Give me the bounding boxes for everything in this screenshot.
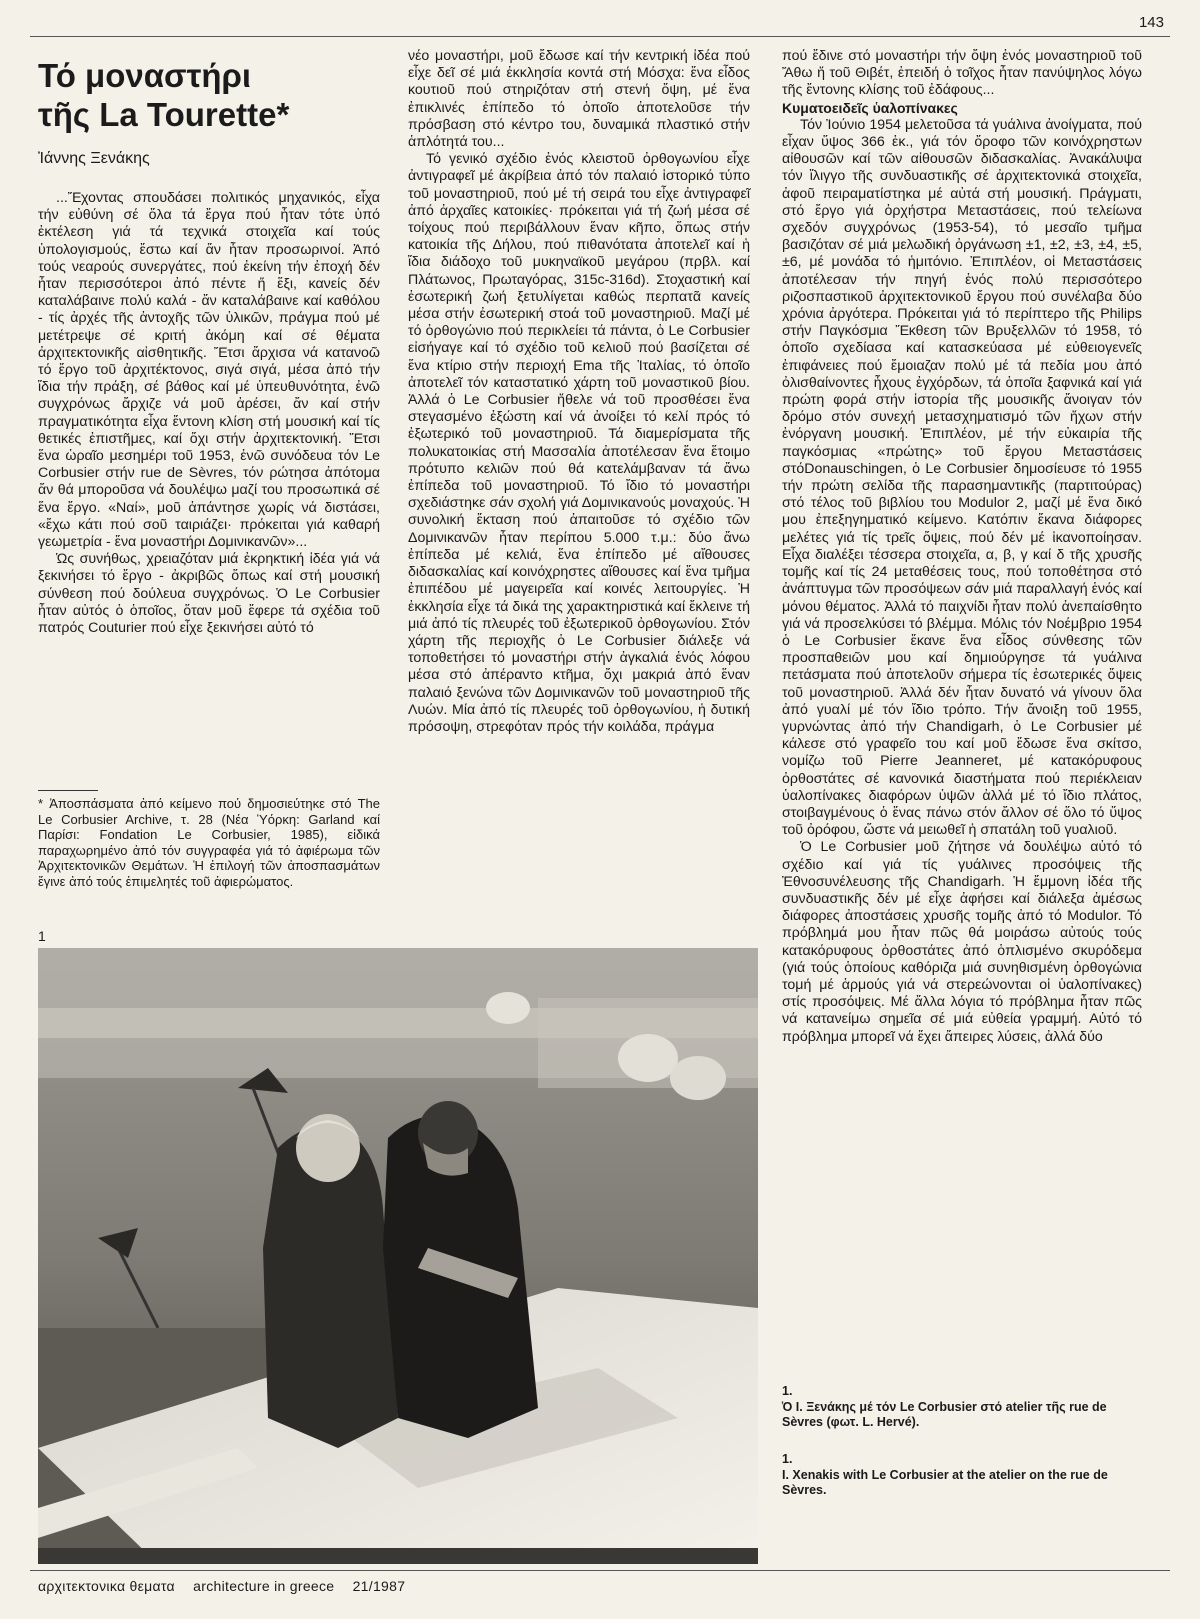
paragraph: ...Ἔχοντας σπουδάσει πολιτικός μηχανικός, εἶχα τήν εὐθύνη σέ ὅλα τά ἔργα πού ἦταν τότε ὑπό ἐκτέλεση γιά τά τεχνικά στοιχεῖα καί τούς ὑπολογισμούς, ἔστω καί ἄν ἦταν προσωρινοί. Ἀπό τούς νεαρούς συνεργάτες, πού ἐκείνη τήν ἐποχή δέν ἦταν περισσότεροι ἀπό πέντε ἤ ἕξι, κανείς δέν καταλάβαινε πολύ καλά - ἄν καταλάβαινε καί καθόλου - τίς ἀρχές τῆς ἀντοχῆς τῶν ὑλικῶν, πράγμα πού μέ μετέτρεψε σέ κριτή ἀκόμη καί σέ θέματα ἀρχιτεκτονικῆς αἰσθητικῆς. Ἔτσι ἄρχισα νά κατανοῶ τό ἔργο τοῦ ἀρχιτέκτονος, σιγά σιγά, μέσα ἀπό τήν ἴδια τήν πράξη, σέ βάθος καί μέ ὑπευθυνότητα, ἐνῶ συγχρόνως ἄρχιζε νά μοῦ ἀρέσει, ἄν καί στήν πραγματικότητα εἶχα ἔντονη κλίση στή μουσική καί τίς θετικές ἐπιστῆμες, καί ὄχι στήν ἀρχιτεκτονική. Ἔτσι ἕνα ὡραῖο μεσημέρι τοῦ 1953, ἐνῶ συνόδευα τόν Le Corbusier στήν rue de Sèvres, τόν ρώτησα ἀπότομα ἄν θά μποροῦσα νά δουλέψω μαζί του προσωπικά σέ ἕνα ἔργο. «Ναί», μοῦ ἀπάντησε χωρίς νά διστάσει, «ἔχω κάτι πού σοῦ ταιριάζει· πρόκειται γιά καθαρή γεωμετρία - ἕνα μοναστήρι Δομινικανῶν»... [38, 190, 380, 551]
paragraph: Τόν Ἰούνιο 1954 μελετοῦσα τά γυάλινα ἀνοίγματα, πού εἶχαν ὕψος 366 ἑκ., γιά τόν ὄροφο τῶν κοινόχρηστων αἰθουσῶν καί τῶν αἰθουσῶν διδασκαλίας. Ἀνακάλυψα τόν ἴλιγγο τῆς συνδυαστικῆς σέ ἀρχιτεκτονικά στοιχεῖα, ἀφοῦ πειραματίστηκα μέ αὐτά στή μουσική. Πράγματι, στό ἔργο γιά ὀρχήστρα Μεταστάσεις, πού τελείωνα σχεδόν συγχρόνως (1953-54), τό μεσαῖο τμῆμα βασιζόταν σέ μιά μελωδική ὀργάνωση ±1, ±2, ±3, ±4, ±5, ±6, μέ μονάδα τό ἡμιτόνιο. Ἐπιπλέον, οἱ Μεταστάσεις ἀποτέλεσαν τήν πηγή ἑνός πολύ περισσότερο ριζοσπαστικοῦ ἀρχιτεκτονικοῦ ἔργου πού συνέλαβα δύο χρόνια ἀργότερα. Πρόκειται γιά τό περίπτερο τῆς Philips στήν Παγκόσμια Ἔκθεση τῶν Βρυξελλῶν τό 1958, τό ὁποῖο σχεδίασα καί κατασκεύασα μέ εὐθειογενεῖς ἐπιφάνειες πού ἔμοιαζαν πολύ μέ τά πεδία μου ἀπό ὀλισθαίνοντες ἦχους ἐγχόρδων, τά ὁποῖα ξαφνικά καί γιά πρώτη φορά στήν ἱστορία τῆς μουσικῆς ἄνοιγαν τόν δρόμο στόν συνεχή μετασχηματισμό τῶν ἤχων στήν ἐνόργανη μουσική. Ἐπιπλέον, μέ τήν εὐκαιρία τῆς παγκόσμιας «πρώτης» τοῦ ἔργου Μεταστάσεις στόDonauschingen, ὁ Le Corbusier δημοσίευσε τό 1955 τήν πρώτη σελίδα τῆς παρασημαντικῆς (παρτιτούρας) στό τέλος τοῦ βιβλίου του Modulor 2, μαζί μέ ἕνα δικό μου ἐπεξηγηματικό κείμενο. Κατόπιν ἔκανα διάφορες μελέτες γιά τίς τρεῖς ὄψεις, πού δέν μέ ἱκανοποίησαν. Εἶχα διαλέξει τέσσερα στοιχεῖα, α, β, γ καί δ τῆς χρυσῆς τομῆς καί τίς 24 μεταθέσεις τους, πού τοποθέτησα στό ἀνάπτυγμα τῶν προσόψεων σάν μιά παραλλαγή ἑνός καί μόνου θέματος. Ἀλλά τό παιχνίδι ἦταν πολύ ἀνεπαίσθητο γιά νά προσελκύσει τό βλέμμα. Μόλις τόν Νοέμβριο 1954 ὁ Le Corbusier ἔκανε ἕνα εἶδος σύνθεσης τῶν προσπαθειῶν μου καί δημιούργησε τά γυάλινα πετάσματα πού ἀποτελοῦν σήμερα τίς ἐσωτερικές ὄψεις τοῦ μοναστηριοῦ. Ἀλλά δέν ἦταν δυνατό νά γίνουν ὅλα ἀπό γυαλί μέ τόν ἴδιο τρόπο. Τήν ἄνοιξη τοῦ 1955, γυρνώντας ἀπό τήν Chandigarh, ὁ Le Corbusier μέ κάλεσε στό γραφεῖο του καί μοῦ ἔδωσε ἕνα σκίτσο, νομίζω τοῦ Pierre Jeanneret, μέ κατακόρυφους ὀρθοστάτες σέ κανονικά διαστήματα πού περιέκλειαν ὑαλοπίνακες διαφόρων ὑψῶν ἀλλά μέ τό ἴδιο πλάτος, στοιβαγμένους ὁ ἕνας πάνω στόν ἄλλον σέ ὅλο τό ὕψος τοῦ ὀρόφου, ὥστε νά μειωθεῖ ἡ σπατάλη τοῦ γυαλιοῦ. [782, 116, 1142, 839]
footer-issue: 21/1987 [352, 1578, 406, 1594]
caption-text: Ὁ Ι. Ξενάκης μέ τόν Le Corbusier στό atelier τῆς rue de Sèvres (φωτ. L. Hervé). [782, 1399, 1107, 1429]
figure-number: 1 [38, 928, 46, 944]
footnote: * Ἀποσπάσματα ἀπό κείμενο πού δημοσιεύτηκε στό The Le Corbusier Archive, τ. 28 (Νέα Ὑόρκη: Garland καί Παρίσι: Fondation Le Corbusier, 1985), εἰδικά παραχωρημένο ἀπό τόν συγγραφέα γιά τό ἀφιέρωμα τῶν Ἀρχιτεκτονικῶν Θεμάτων. Ἡ ἐπιλογή τῶν ἀποσπασμάτων ἔγινε ἀπό τούς ἐπιμελητές τοῦ ἀφιερώματος. [38, 796, 380, 889]
photo [38, 948, 758, 1564]
paragraph: νέο μοναστήρι, μοῦ ἔδωσε καί τήν κεντρική ἰδέα πού εἶχε δεῖ σέ μιά ἐκκλησία κοντά στή Μόσχα: ἕνα εἶδος κουτιοῦ πού στηριζόταν στή στενή ὄψη, μέ ἕνα ἐπικλινές ἐπίπεδο τό ὁποῖο ἀποτελοῦσε τήν πρόσβαση στό κέντρο του, δυναμικά πλαστικό στήν ἁπλότητά του... [408, 48, 750, 151]
caption-number: 1. [782, 1384, 793, 1398]
title-line-2: τῆς La Tourette* [38, 96, 290, 133]
author: Ἰάννης Ξενάκης [38, 150, 150, 167]
section-heading: Κυματοειδεῖς ὑαλοπίνακες [782, 99, 958, 116]
paragraph: πού ἔδινε στό μοναστήρι τήν ὄψη ἑνός μοναστηριοῦ τοῦ Ἄθω ἤ τοῦ Θιβέτ, ἐπειδή ὁ τοῖχος ἦταν πανύψηλος λόγω τῆς ἔντονης κλίσης τοῦ ἐδάφους... [782, 48, 1142, 99]
caption-greek [782, 1384, 1142, 1431]
paragraph: Τό γενικό σχέδιο ἑνός κλειστοῦ ὀρθογωνίου εἶχε ἀντιγραφεῖ μέ ἀκρίβεια ἀπό τόν παλαιό ἱστορικό τύπο τοῦ μοναστηριοῦ, πού μέ τή σειρά του εἶχε ἀντιγραφεῖ ἀπό ἀρχαῖες κατοικίες· πρόκειται γιά τή ζωή μέσα σέ τοίχους πού περιβάλλουν ἕναν κῆπο, ὅπως στήν κατοικία τῆς Δήλου, πού πιθανότατα ἀποτελεῖ καί ἡ ἴδια διάδοχο τοῦ μυκηναϊκοῦ μεγάρου (πρβλ. καί Πλάτωνος, Πρωταγόρας, 315c-316d). Στοχαστική καί ἐσωτερική ζωή ξετυλίγεται καθώς περπατᾶ κανείς μέσα στήν ἐσωτερική στοά τοῦ μοναστηριοῦ. Μαζί μέ τό ὀρθογώνιο πού περικλείει τά πάντα, ὁ Le Corbusier εἰσήγαγε καί τό σχέδιο τοῦ κελιοῦ πού βασίζεται σέ ἕνα κτίριο στήν περιοχή Ema τῆς Ἰταλίας, τό ὁποῖο ἀποτελεῖ τόν καταστατικό χάρτη τοῦ μοναστικοῦ βίου. Ἀλλά ὁ Le Corbusier ἤθελε νά τοῦ προσθέσει ἕνα στεγασμένο ἐξώστη καί νά ἀνοίξει τό κελί πρός τό ἐξωτερικό τοῦ μοναστηριοῦ. Τά διαμερίσματα τῆς πολυκατοικίας στή Μασσαλία ἀποτέλεσαν ἕνα ἕτοιμο πρότυπο κελιῶν πού θά κατελάμβαναν τά ἄνω ἐπίπεδα τοῦ μοναστηριοῦ. Τό ἴδιο τό μοναστήρι σχεδιάστηκε σάν σχολή γιά Δομινικανούς μοναχούς. Ἡ συνολική ἔκταση πού ἀπαιτοῦσε τό σχέδιο τῶν Δομινικανῶν ἦταν περίπου 5.000 τ.μ.: δύο ἄνω ἐπίπεδα μέ κελιά, ἕνα ἐπίπεδο μέ αἴθουσες διδασκαλίας καί κοινόχρηστες αἴθουσες καί ἕνα τμῆμα ἐπιπέδου μέ μαγειρεῖα καί κοινές λειτουργίες. Ἡ ἐκκλησία εἶχε τά δικά της χαρακτηριστικά καί ἔκλεινε τή μιά ἀπό τίς πλευρές τοῦ ἐξωτερικοῦ ὀρθογωνίου. Στόν χάρτη τῆς περιοχῆς ὁ Le Corbusier διάλεξε νά τοποθετήσει τό μοναστήρι στήν ἀγκαλιά ἑνός λόφου μέσα στό ἀπέραντο κτῆμα, ὄχι μακριά ἀπό ἕναν παλαιό ξενώνα τῶν Δομινικανῶν τοῦ μοναστηριοῦ τῆς Λυών. Μία ἀπό τίς πλευρές τοῦ ὀρθογωνίου, ἡ δυτική πρόσοψη, στρεφόταν πρός τήν κοιλάδα, πράγμα [408, 151, 750, 735]
column-1 [38, 190, 380, 637]
caption-english [782, 1452, 1142, 1499]
paragraph: Ὡς συνήθως, χρειαζόταν μιά ἐκρηκτική ἰδέα γιά νά ξεκινήσει τό ἔργο - ἀκριβῶς ὅπως καί στή μουσική σύνθεση πού δούλευα συγχρόνως. Ὁ Le Corbusier ἦταν αὐτός ὁ ὁποῖος, ὅταν μοῦ ἔφερε τά σχέδια τοῦ πατρός Couturier πού εἶχε ξεκινήσει αὐτό τό [38, 551, 380, 637]
footer-english: architecture in greece [193, 1578, 335, 1594]
bottom-rule [30, 1570, 1170, 1571]
page-number: 143 [1138, 14, 1164, 31]
footer [38, 1578, 419, 1594]
paragraph: Ὁ Le Corbusier μοῦ ζήτησε νά δουλέψω αὐτό τό σχέδιο καί γιά τίς γυάλινες προσόψεις τῆς Ἐθνοσυνέλευσης τῆς Chandigarh. Ἡ ἔμμονη ἰδέα τῆς συνδυαστικῆς δέν μέ εἶχε ἀφήσει καί διάλεξα ἀμέσως διάφορες ἀποστάσεις χρυσῆς τομῆς ἀπό τό Modulor. Τό πρόβλημά μου ἦταν πῶς θά μοιράσω αὐτούς τούς κατακόρυφους ὀρθοστάτες ἀπό ὁπλισμένο σκυρόδεμα (γιά τούς ὁποίους καθόριζα μιά συνηθισμένη ὀρθογώνια τομή μέ ἁρμούς γιά νά στερεώνονται οἱ ὑαλοπίνακες) στίς προσόψεις. Μέ ἄλλα λόγια τό πρόβλημα ἦταν πῶς νά κατανείμω σημεῖα σέ μιά εὐθεία γραμμή. Αὐτό τό πρόβλημα μπορεῖ νά ἔχει ἄπειρες λύσεις, ἀλλά δύο [782, 839, 1142, 1045]
caption-text: I. Xenakis with Le Corbusier at the atelier on the rue de Sèvres. [782, 1467, 1108, 1497]
top-rule [30, 36, 1170, 37]
caption-number: 1. [782, 1452, 793, 1466]
photo-illustration [38, 948, 758, 1564]
article-title [38, 56, 378, 134]
footnote-rule [38, 790, 98, 791]
footer-greek: αρχιτεκτονικα θεματα [38, 1578, 175, 1594]
column-2 [408, 48, 750, 736]
column-3 [782, 48, 1142, 1046]
title-line-1: Τό μοναστήρι [38, 57, 252, 94]
